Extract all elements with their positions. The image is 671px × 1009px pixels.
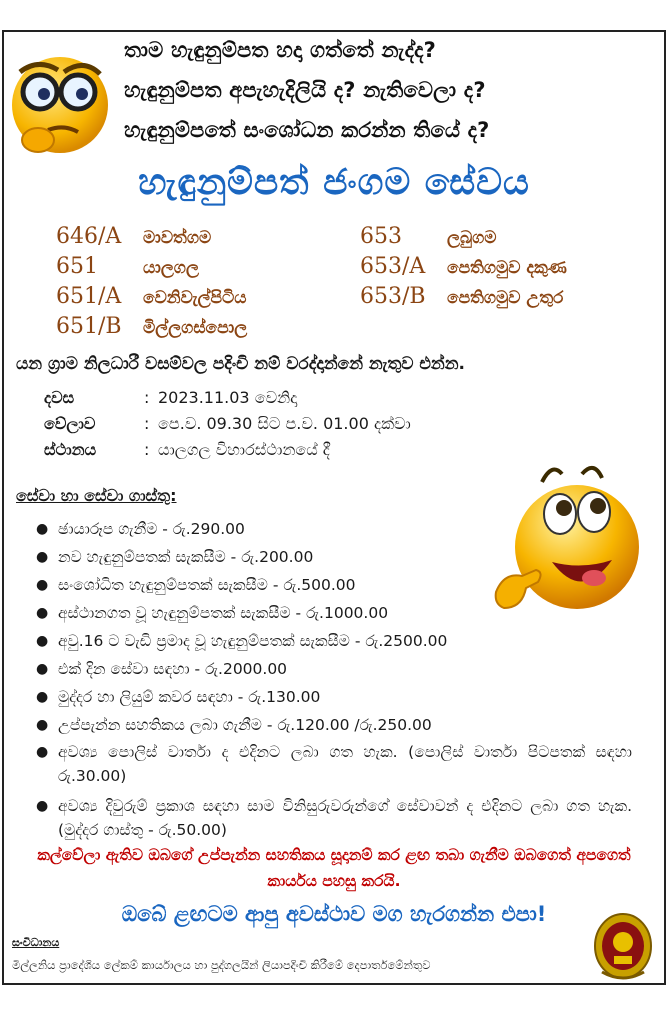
list-item	[32, 712, 632, 740]
list-item	[32, 600, 632, 628]
division-code: 651	[56, 254, 98, 279]
division-name: යාලගල	[143, 258, 199, 278]
division-name: ලබුගම	[447, 228, 497, 248]
list-item	[32, 684, 632, 712]
info-value: පෙ.ව. 09.30 සිට ප.ව. 01.00 දක්වා	[158, 414, 411, 433]
fee-text: අවු.16 ට වැඩි ප්‍රමාද වූ හැඳුනුම්පතක් සැකසීම - රු.2500.00	[58, 632, 448, 650]
flyer-frame	[2, 30, 666, 985]
thinking-emoji-icon	[8, 50, 110, 160]
question-1: තාම හැඳුනුම්පත හදා ගත්තේ නැද්ද?	[124, 38, 437, 62]
bullet-icon: ●	[36, 633, 49, 649]
list-item	[32, 656, 632, 684]
fee-text: අස්ථානගත වූ හැඳුනුම්පතක් සැකසීම - රු.1000.00	[58, 604, 389, 622]
info-place	[44, 440, 330, 460]
division-name: පෙතිගමුව උතුර	[447, 288, 564, 308]
info-separator: :	[144, 414, 150, 433]
division-name: වෙනිවැල්පිටිය	[143, 288, 247, 308]
info-separator: :	[144, 388, 150, 407]
info-date	[44, 388, 297, 408]
division-item	[360, 284, 563, 309]
fee-text: එක් දින සේවා සඳහා - රු.2000.00	[58, 660, 288, 678]
question-2: හැඳුනුම්පත අපැහැදිලියි ද? නැතිවෙලා ද?	[124, 78, 486, 102]
question-3: හැඳුනුම්පතේ සංශෝධන කරන්න තියේ ද?	[124, 118, 490, 142]
division-item	[56, 224, 211, 249]
bullet-icon: ●	[36, 717, 49, 733]
info-value: 2023.11.03 වෙනිදා	[158, 388, 298, 407]
info-separator: :	[144, 440, 150, 459]
sri-lanka-emblem-icon	[592, 912, 654, 982]
division-code: 646/A	[56, 224, 122, 249]
list-item	[32, 516, 632, 544]
list-item	[32, 628, 632, 656]
fee-text: අවශ්‍ය දිවුරුම් ප්‍රකාශ සඳහා සාම විනිසුරුවරුන්ගේ සේවාවන් ද එදිනට ලබා ගත හැක. (මුද්දර ගාස්තු - රු.50.00)	[58, 797, 632, 839]
list-item	[32, 794, 632, 842]
info-label: දවස	[44, 388, 75, 407]
bullet-icon: ●	[36, 605, 49, 621]
bullet-icon: ●	[36, 689, 49, 705]
fee-text: උප්පැන්න සහතිකය ලබා ගැනීම - රු.120.00 /රු.250.00	[58, 716, 432, 734]
bullet-icon: ●	[36, 798, 49, 814]
division-code: 651/A	[56, 284, 122, 309]
list-item	[32, 544, 632, 572]
fees-list	[32, 516, 632, 848]
division-name: පෙතිගමුව දකුණ	[447, 258, 567, 278]
bullet-icon: ●	[36, 521, 49, 537]
division-code: 653/B	[360, 284, 426, 309]
organizer-name: මිල්ලනිය ප්‍රාදේශිය ලේකම් කාර්යාලය හා පුද්ගලයින් ලියාපදිංචි කිරීමේ දෙපාර්තමේන්තුව	[12, 958, 431, 972]
info-label: වේලාව	[44, 414, 96, 433]
bullet-icon: ●	[36, 744, 49, 760]
division-item	[56, 254, 199, 279]
page-title: හැඳුනුම්පත් ජංගම සේවය	[138, 162, 530, 203]
info-time	[44, 414, 411, 434]
division-item	[56, 314, 247, 339]
bullet-icon: ●	[36, 577, 49, 593]
bullet-icon: ●	[36, 549, 49, 565]
fees-heading: සේවා හා සේවා ගාස්තු:	[16, 486, 177, 505]
preparation-note: කල්වේලා ඇතිව ඔබගේ උප්පැන්න සහතිකය සූදානම් කර ළඟ තබා ගැනීම ඔබගෙත් අපගෙත් කාර්යය පහසු කරයි.	[37, 846, 631, 890]
division-item	[56, 284, 247, 309]
bullet-icon: ●	[36, 661, 49, 677]
fee-text: අවශ්‍ය පොලිස් වාර්තා ද එදිනට ලබා ගත හැක. (පොලිස් වාර්තා පිටපතක් සඳහා රු.30.00)	[58, 743, 632, 785]
list-item	[32, 572, 632, 600]
fee-text: ඡායාරූප ගැනීම - රු.290.00	[58, 520, 245, 538]
division-name: මාවත්ගම	[143, 228, 212, 248]
slogan: ඔබේ ළඟටම ආපු අවස්ථාව මග හැරගන්න එපා!	[121, 902, 547, 926]
division-code: 653	[360, 224, 402, 249]
division-item	[360, 224, 497, 249]
organizer-label: සංවිධානය	[12, 936, 60, 949]
division-code: 651/B	[56, 314, 122, 339]
division-name: මිල්ලගස්පොල	[143, 318, 248, 338]
division-code: 653/A	[360, 254, 426, 279]
intro-text: යන ග්‍රාම නිලධාරී වසම්වල පදිංචි නම් වරද්දාන්නේ නැතුව එන්න.	[16, 354, 465, 374]
fee-text: නව හැඳුනුම්පතක් සැකසීම - රු.200.00	[58, 548, 314, 566]
list-item	[32, 740, 632, 788]
fee-text: සංශෝධිත හැඳුනුම්පතක් සැකසීම - රු.500.00	[58, 576, 356, 594]
info-label: ස්ථානය	[44, 440, 97, 459]
fee-text: මුද්දර හා ලියුම් කවර සඳහා - රු.130.00	[58, 688, 321, 706]
info-value: යාලගල විහාරස්ථානයේ දී	[158, 440, 330, 459]
division-item	[360, 254, 567, 279]
